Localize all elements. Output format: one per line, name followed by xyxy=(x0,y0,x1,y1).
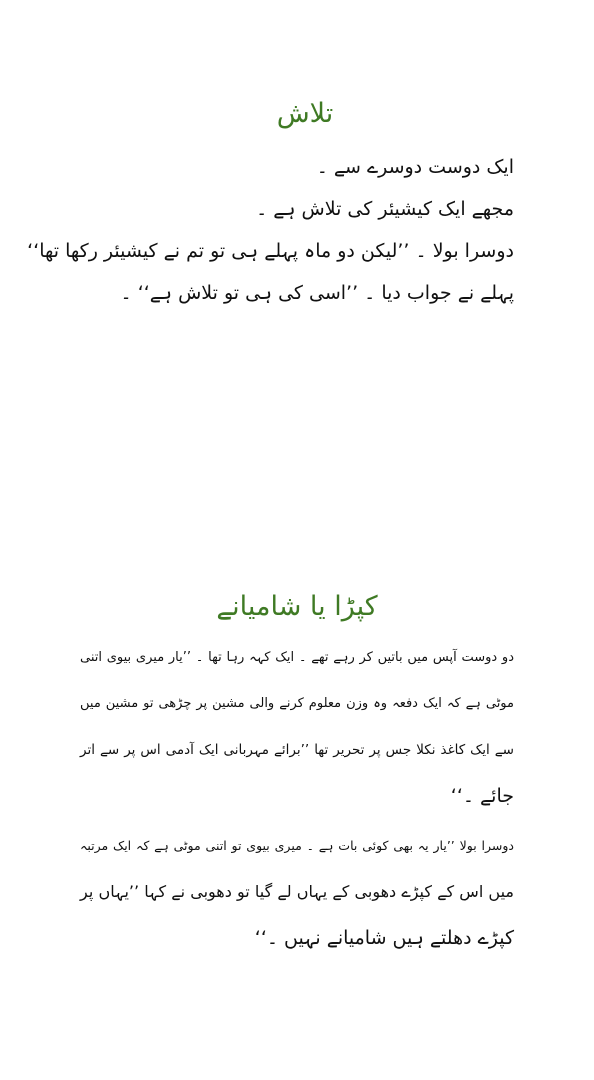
joke-section-search xyxy=(0,92,594,314)
dialogue-line: ایک دوست دوسرے سے ۔ xyxy=(316,156,514,178)
paragraph-line: سے ایک کاغذ نکلا جس پر تحریر تھا ’’برائے مہربانی ایک آدمی اس پر سے اتر xyxy=(80,742,514,758)
section-title: تلاش xyxy=(276,98,334,129)
dialogue-lines xyxy=(0,146,594,314)
paragraph-line: جائے ۔‘‘ xyxy=(450,785,514,807)
paragraph-line: دوسرا بولا ’’یار یہ بھی کوئی بات ہے ۔ میری بیوی تو اتنی موٹی ہے کہ ایک مرتبہ xyxy=(80,838,514,853)
paragraph-line: کپڑے دھلتے ہیں شامیانے نہیں ۔‘‘ xyxy=(254,927,514,949)
paragraph-first xyxy=(0,635,594,819)
paragraph-second xyxy=(0,823,594,961)
paragraph-line: دو دوست آپس میں باتیں کر رہے تھے ۔ ایک کہہ رہا تھا ۔ ’’یار میری بیوی اتنی xyxy=(80,650,514,665)
paragraph-line: میں اس کے کپڑے دھوبی کے یہاں لے گیا تو دھوبی نے کہا ’’یہاں پر xyxy=(80,882,514,901)
dialogue-line: پہلے نے جواب دیا ۔ ’’اسی کی ہی تو تلاش ہے‘‘ ۔ xyxy=(120,282,514,304)
dialogue-line: مجھے ایک کیشیئر کی تلاش ہے ۔ xyxy=(256,198,514,220)
dialogue-line: دوسرا بولا ۔ ’’لیکن دو ماہ پہلے ہی تو تم نے کیشیئر رکھا تھا‘‘ xyxy=(27,240,514,262)
paragraph-line: موٹی ہے کہ ایک دفعہ وہ وزن معلوم کرنے والی مشین پر چڑھی تو مشین میں xyxy=(80,696,514,711)
section-title: کپڑا یا شامیانے xyxy=(216,591,378,622)
joke-section-cloth xyxy=(0,585,594,961)
